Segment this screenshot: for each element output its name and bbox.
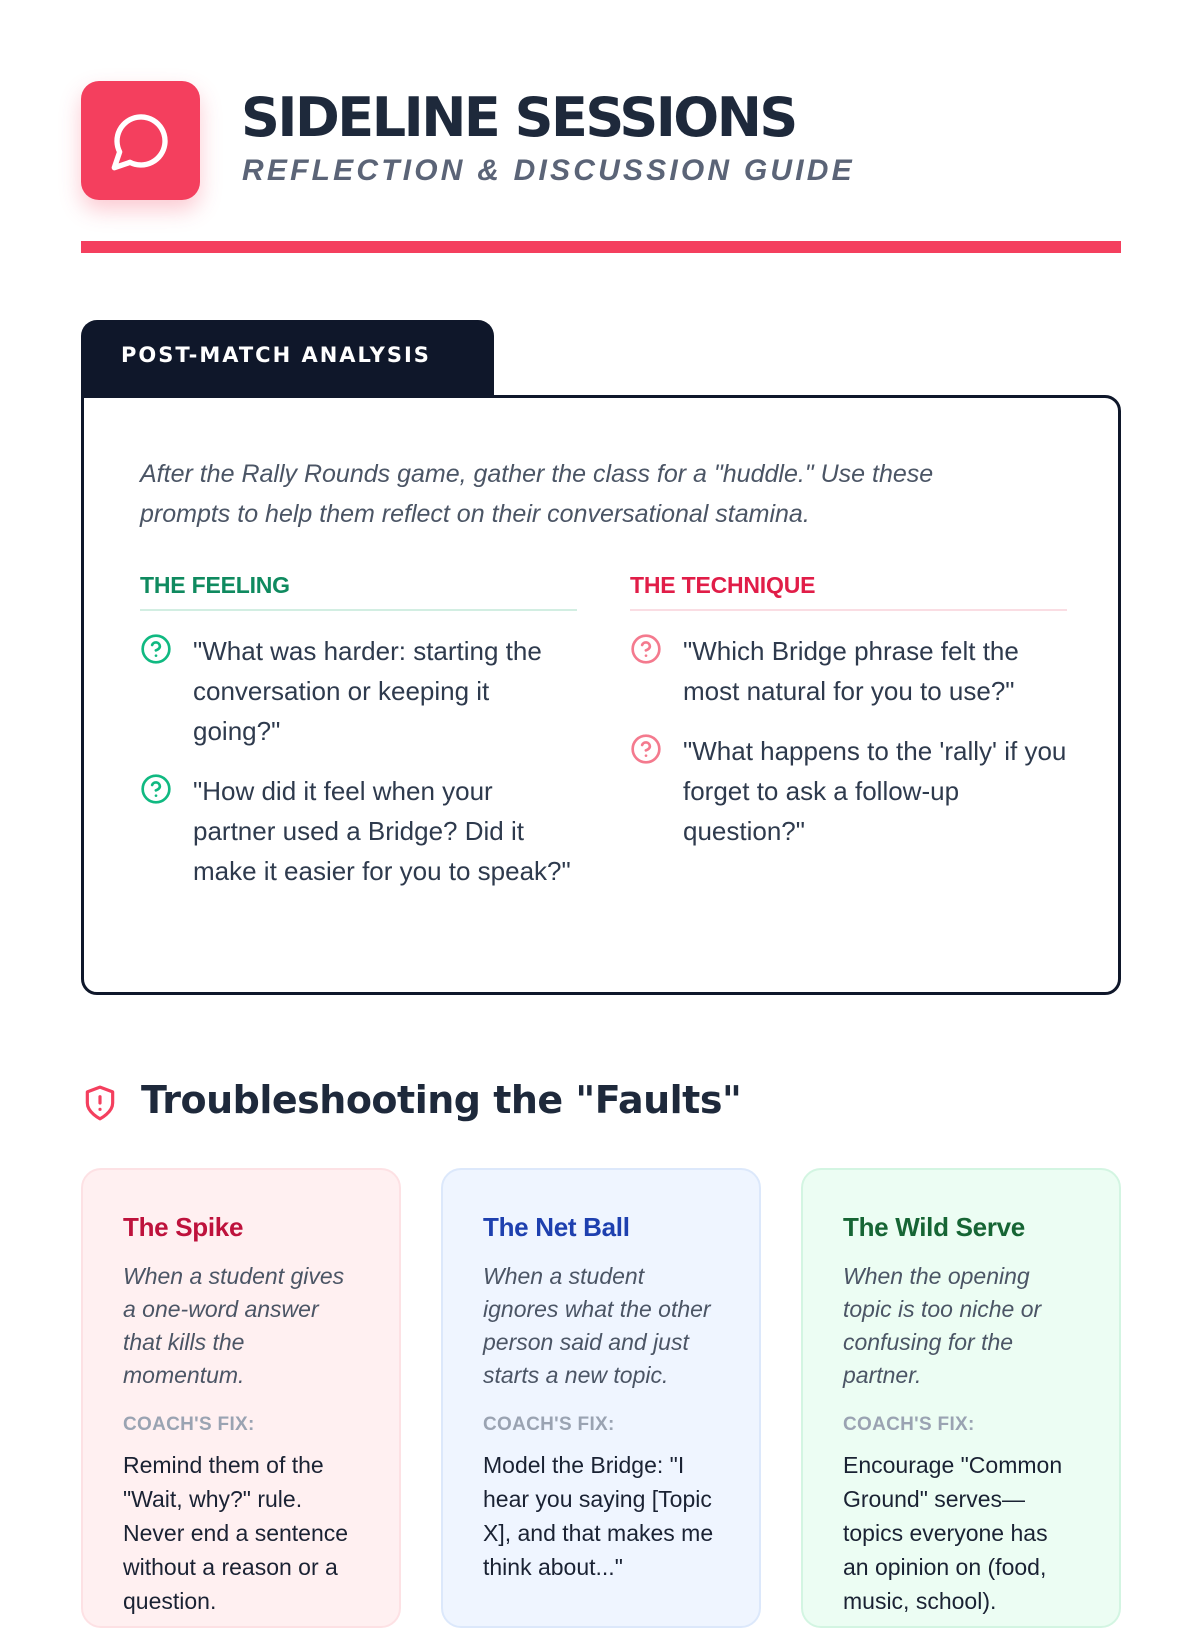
troubleshooting-heading [81,1078,981,1128]
technique-question-text: "Which Bridge phrase felt the most natural for you to use?" [683,636,1019,706]
chat-bubble-icon [109,109,173,173]
technique-question [630,731,1067,851]
fault-title: The Spike [123,1212,244,1242]
coach-fix-label: COACH'S FIX: [843,1414,975,1435]
coach-fix-text: Model the Bridge: "I hear you saying [Topic X], and that makes me think about..." [483,1452,714,1580]
coach-fix-text: Remind them of the "Wait, why?" rule. Never end a sentence without a reason or a question. [123,1452,349,1614]
troubleshooting-title: Troubleshooting the "Faults" [141,1078,742,1122]
technique-heading: THE TECHNIQUE [630,572,1067,611]
feeling-column [140,572,577,891]
feeling-question [140,631,577,751]
fault-card-net-ball [441,1168,761,1628]
question-circle-icon [630,633,662,665]
question-circle-icon [140,773,172,805]
fault-card-spike [81,1168,401,1628]
analysis-card [81,395,1121,995]
fault-description: When a student ignores what the other person said and just starts a new topic. [483,1263,711,1388]
fault-title: The Wild Serve [843,1212,1025,1242]
feeling-heading: THE FEELING [140,572,577,611]
feeling-question-text: "How did it feel when your partner used a Bridge? Did it make it easier for you to speak?" [193,776,571,886]
fault-description: When the opening topic is too niche or confusing for the partner. [843,1263,1042,1388]
technique-question-text: "What happens to the 'rally' if you forget to ask a follow-up question?" [683,736,1067,846]
coach-fix-label: COACH'S FIX: [123,1414,255,1435]
technique-question [630,631,1067,711]
shield-alert-icon [81,1084,119,1122]
feeling-question [140,771,577,891]
logo [81,81,200,200]
header-divider [81,241,1121,253]
fault-title: The Net Ball [483,1212,630,1242]
page-title: SIDELINE SESSIONS [241,86,796,149]
feeling-question-text: "What was harder: starting the conversation or keeping it going?" [193,636,542,746]
analysis-intro: After the Rally Rounds game, gather the class for a "huddle." Use these prompts to help them reflect on their conversational stamina. [140,460,934,528]
coach-fix-label: COACH'S FIX: [483,1414,615,1435]
question-circle-icon [140,633,172,665]
fault-card-wild-serve [801,1168,1121,1628]
page-subtitle: REFLECTION & DISCUSSION GUIDE [242,154,855,187]
analysis-tab: POST-MATCH ANALYSIS [81,320,494,398]
technique-column [630,572,1067,851]
coach-fix-text: Encourage "Common Ground" serves—topics everyone has an opinion on (food, music, school). [843,1452,1063,1614]
fault-description: When a student gives a one-word answer that kills the momentum. [123,1263,345,1388]
question-circle-icon [630,733,662,765]
page-header [81,81,1121,201]
